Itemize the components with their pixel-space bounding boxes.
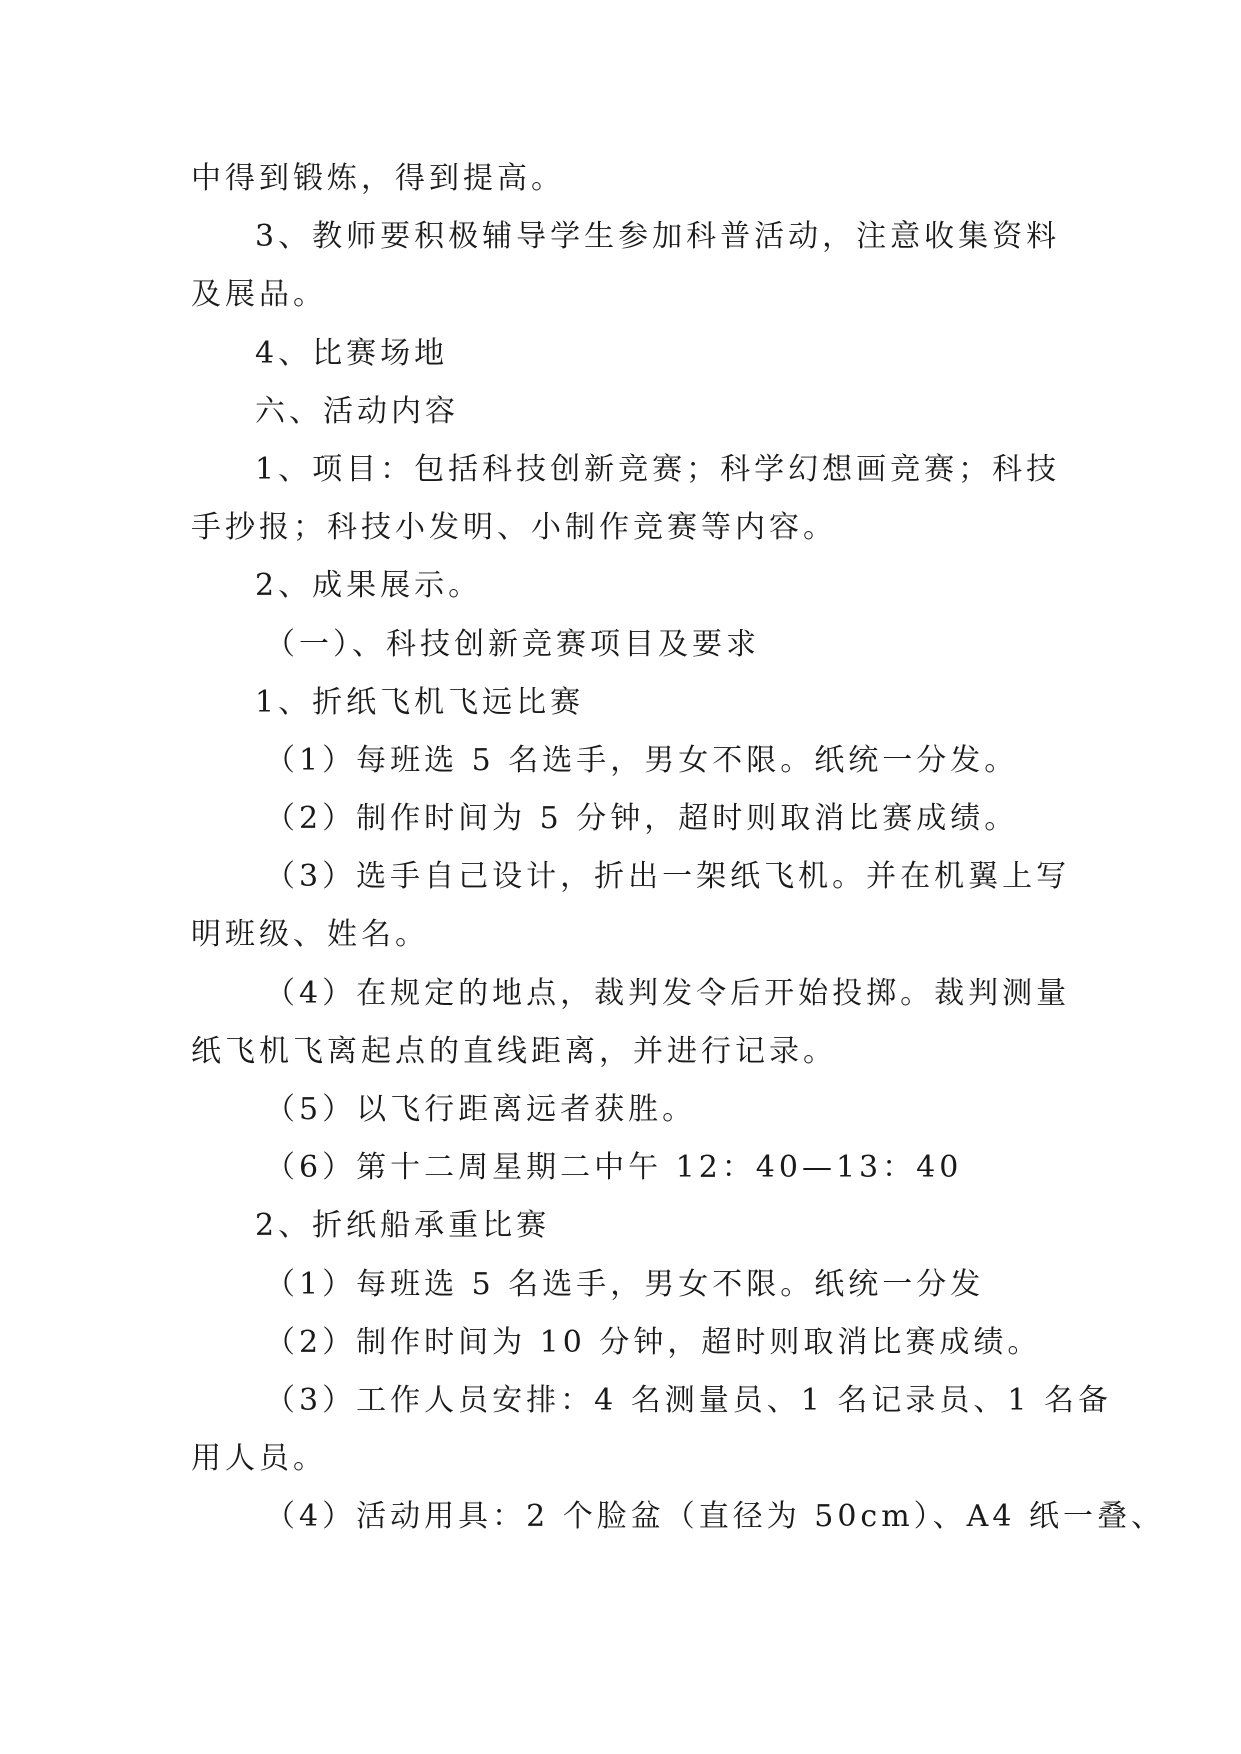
text-line: 3、教师要积极辅导学生参加科普活动，注意收集资料 <box>255 219 1061 255</box>
text-line: 中得到锻炼，得到提高。 <box>191 161 565 196</box>
text-line: （2）制作时间为 5 分钟，超时则取消比赛成绩。 <box>265 801 1019 837</box>
text-line: 1、项目：包括科技创新竞赛；科学幻想画竞赛；科技 <box>255 451 1061 487</box>
text-line: （4）活动用具：2 个脸盆（直径为 50cm）、A4 纸一叠、 <box>265 1499 1165 1535</box>
text-line: 及展品。 <box>191 277 327 313</box>
text-line: 2、成果展示。 <box>255 568 483 604</box>
text-line: （6）第十二周星期二中午 12：40—13：40 <box>265 1150 963 1186</box>
text-line: （1）每班选 5 名选手，男女不限。纸统一分发 <box>265 1266 985 1302</box>
subsection-heading: （一）、科技创新竞赛项目及要求 <box>265 626 760 662</box>
text-line: 4、比赛场地 <box>255 335 449 371</box>
text-line: （1）每班选 5 名选手，男女不限。纸统一分发。 <box>265 742 1019 778</box>
item-heading: 1、折纸飞机飞远比赛 <box>255 684 585 720</box>
text-line: 纸飞机飞离起点的直线距离，并进行记录。 <box>191 1033 837 1069</box>
text-line: 明班级、姓名。 <box>191 917 429 953</box>
text-line: （2）制作时间为 10 分钟，超时则取消比赛成绩。 <box>265 1324 1042 1360</box>
text-line: 用人员。 <box>191 1441 327 1477</box>
document-body <box>191 160 1165 1557</box>
text-line: （3）选手自己设计，折出一架纸飞机。并在机翼上写 <box>265 859 1071 895</box>
text-line: 手抄报；科技小发明、小制作竞赛等内容。 <box>191 510 837 546</box>
text-line: （5）以飞行距离远者获胜。 <box>265 1092 697 1127</box>
section-heading: 六、活动内容 <box>255 393 459 429</box>
item-heading: 2、折纸船承重比赛 <box>255 1208 551 1244</box>
text-line: （3）工作人员安排：4 名测量员、1 名记录员、1 名备 <box>265 1382 1112 1418</box>
text-line: （4）在规定的地点，裁判发令后开始投掷。裁判测量 <box>265 975 1071 1011</box>
